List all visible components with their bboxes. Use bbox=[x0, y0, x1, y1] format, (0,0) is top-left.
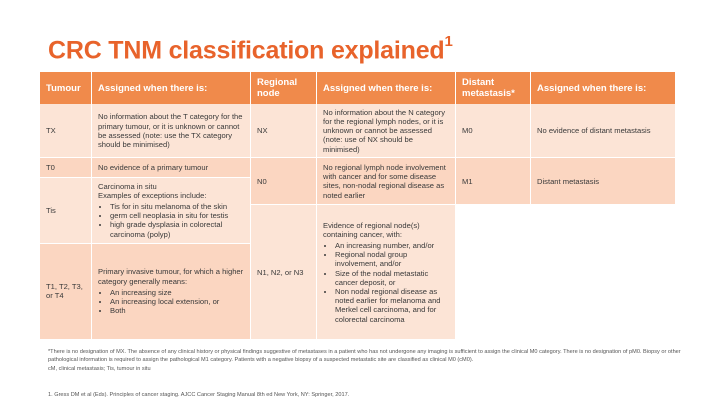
list-item: • Size of the nodal metastatic cancer deposit, or bbox=[335, 269, 449, 287]
footnote-line: *There is no designation of MX. The absence of any clinical history or physical findings suggestive of metastases in a patient who has not undergone any imaging is sufficient to assign the clinical M0 category. There is no designation of pM0. Biopsy or other pathological information is required to assign the pathological M1 category. Patients with a negative biopsy of a suspected metastatic site are classified as clinical M0 (cM0). bbox=[48, 349, 681, 364]
node-n1-3-cell bbox=[317, 205, 456, 340]
list-item: • An increasing number, and/or bbox=[335, 241, 449, 250]
node-n1-3-lead: Evidence of regional node(s) containing cancer, with: bbox=[323, 220, 420, 239]
table-row bbox=[40, 104, 676, 158]
blank-cell bbox=[456, 205, 676, 340]
list-item: • germ cell neoplasia in situ for testis bbox=[110, 211, 244, 220]
header-regional-node: Regional node bbox=[251, 72, 317, 104]
tumour-tis-intro: Carcinoma in situ bbox=[98, 181, 157, 191]
tumour-t0-text: No evidence of a primary tumour bbox=[92, 158, 251, 177]
footnote bbox=[48, 348, 688, 373]
tumour-t1-4-lead: Primary invasive tumour, for which a higher category generally means: bbox=[98, 267, 244, 286]
list-item: • Non nodal regional disease as noted earlier for melanoma and Merkel cell carcinoma, and for colorectal carcinoma bbox=[335, 287, 449, 324]
header-row bbox=[40, 72, 676, 104]
title-superscript: 1 bbox=[444, 33, 453, 50]
tumour-tis-list bbox=[98, 202, 244, 239]
header-tumour: Tumour bbox=[40, 72, 92, 104]
list-item: • Regional nodal group involvement, and/or bbox=[335, 250, 449, 268]
title-text: CRC TNM classification explained bbox=[48, 36, 445, 65]
tumour-tx-label: TX bbox=[40, 104, 92, 158]
node-n0-label: N0 bbox=[251, 158, 317, 205]
list-item: • high grade dysplasia in colorectal carcinoma (polyp) bbox=[110, 220, 244, 238]
header-distant-metastasis: Distant metastasis* bbox=[456, 72, 531, 104]
page-title bbox=[48, 33, 453, 65]
metastasis-m1-text: Distant metastasis bbox=[531, 158, 676, 205]
tumour-t1-4-cell bbox=[92, 244, 251, 340]
tumour-tis-cell bbox=[92, 178, 251, 244]
list-item: • An increasing local extension, or bbox=[110, 297, 244, 306]
tumour-t0-label: T0 bbox=[40, 158, 92, 177]
footnote-line: cM, clinical metastasis; Tis, tumour in situ bbox=[48, 365, 151, 372]
list-item: • Both bbox=[110, 306, 244, 315]
metastasis-m1-label: M1 bbox=[456, 158, 531, 205]
header-assigned-t: Assigned when there is: bbox=[92, 72, 251, 104]
tumour-tx-text: No information about the T category for the primary tumour, or it is unknown or cannot be assessed (note: use the TX category should be minimised) bbox=[92, 104, 251, 158]
node-n1-3-list bbox=[323, 241, 449, 324]
tumour-tis-lead: Examples of exceptions include: bbox=[98, 190, 207, 200]
tumour-tis-label: Tis bbox=[40, 178, 92, 244]
tumour-t1-4-label: T1, T2, T3, or T4 bbox=[40, 244, 92, 340]
list-item: • An increasing size bbox=[110, 288, 244, 297]
tnm-table bbox=[40, 72, 676, 340]
metastasis-m0-text: No evidence of distant metastasis bbox=[531, 104, 676, 158]
header-assigned-m: Assigned when there is: bbox=[531, 72, 676, 104]
list-item: • Tis for in situ melanoma of the skin bbox=[110, 202, 244, 211]
node-nx-label: NX bbox=[251, 104, 317, 158]
reference: 1. Gress DM et al (Eds). Principles of cancer staging. AJCC Cancer Staging Manual 8th ed New York, NY: Springer, 2017. bbox=[48, 392, 350, 398]
node-nx-text: No information about the N category for the regional lymph nodes, or it is unknown or cannot be assessed (note: use of NX should be minimised) bbox=[317, 104, 456, 158]
node-n1-3-label: N1, N2, or N3 bbox=[251, 205, 317, 340]
table-row bbox=[40, 158, 676, 177]
tumour-t1-4-list bbox=[98, 288, 244, 316]
node-n0-text: No regional lymph node involvement with cancer and for some disease sites, non-nodal regional disease as noted earlier bbox=[317, 158, 456, 205]
header-assigned-n: Assigned when there is: bbox=[317, 72, 456, 104]
metastasis-m0-label: M0 bbox=[456, 104, 531, 158]
